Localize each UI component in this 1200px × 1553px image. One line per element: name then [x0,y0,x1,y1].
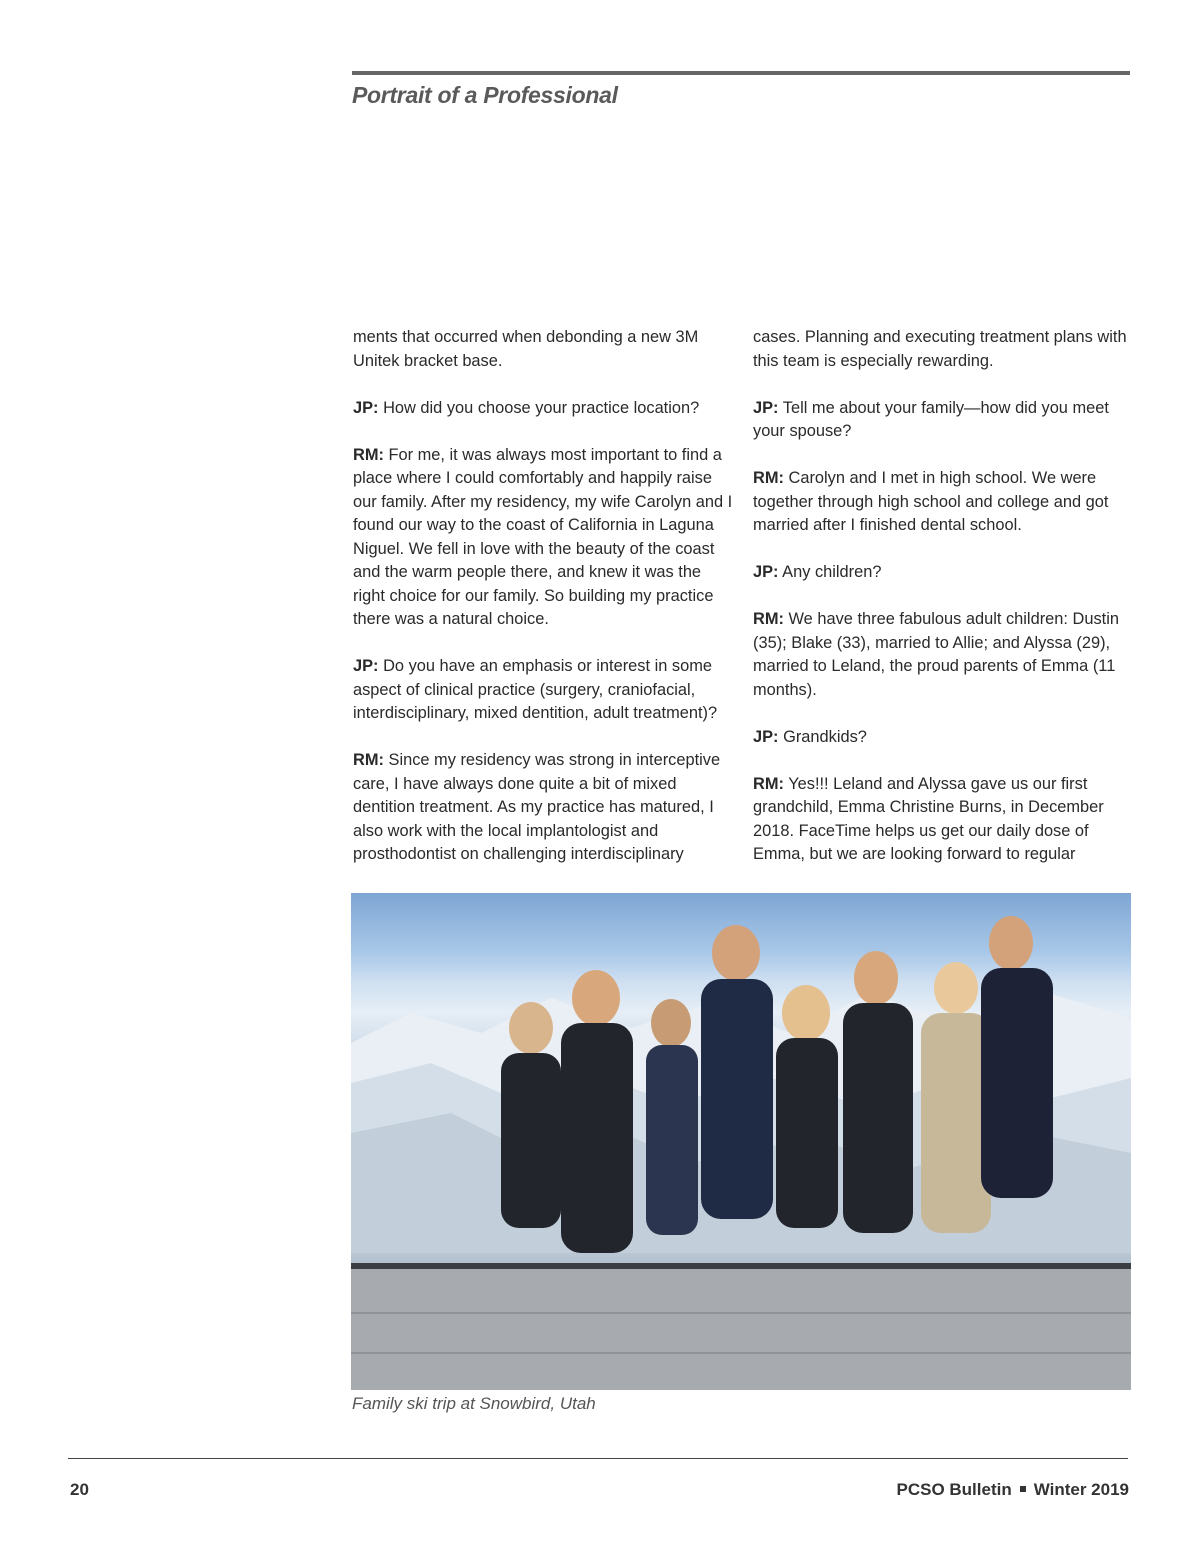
paragraph-text: Any children? [778,563,882,581]
paragraph-text: For me, it was always most important to find a place where I could comfortably and happily raise our family. After my residency, my wife Carolyn and I found our way to the coast of California in Laguna Niguel. We fell in love with the beauty of the coast and the warm people there, and knew it was the right choice for our family. So building my practice there was a natural choice. [353,445,733,628]
paragraph-text: Yes!!! Leland and Alyssa gave us our first grandchild, Emma Christine Burns, in December 2018. FaceTime helps us get our daily dose of Emma, but we are looking forward to regular [753,774,1104,863]
paragraph [353,749,733,867]
right-text-column [753,326,1133,890]
paragraph-text: Do you have an emphasis or interest in some aspect of clinical practice (surgery, craniofacial, interdisciplinary, mixed dentition, adult treatment)? [353,657,718,722]
family-photo [351,893,1131,1390]
paragraph [753,773,1133,867]
paragraph [353,397,733,421]
family-photo-illustration [351,893,1131,1390]
footer-rule [68,1458,1128,1459]
page-number: 20 [70,1480,89,1499]
speaker-label: JP: [753,563,779,581]
footer-publication-info [896,1480,1129,1500]
paragraph-text: Since my residency was strong in interceptive care, I have always done quite a bit of mixed dentition treatment. As my practice has matured, I also work with the local implantologist and prosthodontist on challenging interdisciplinary [353,751,721,863]
section-title: Portrait of a Professional [352,82,618,108]
paragraph [353,655,733,726]
paragraph [753,726,1133,750]
paragraph-text: ments that occurred when debonding a new 3M Unitek bracket base. [353,328,699,370]
paragraph [753,467,1133,538]
left-text-column [353,326,733,890]
speaker-label: RM: [753,469,784,487]
paragraph-text: How did you choose your practice location? [378,398,700,417]
paragraph [353,444,733,632]
paragraph [753,326,1133,373]
speaker-label: JP: [753,398,779,417]
speaker-label: JP: [353,398,379,417]
paragraph-text: cases. Planning and executing treatment plans with this team is especially rewarding. [753,328,1127,370]
speaker-label: RM: [753,774,784,793]
paragraph-text: Grandkids? [778,727,867,746]
paragraph [353,326,733,373]
issue-date: Winter 2019 [1033,1480,1129,1499]
header-rule [352,71,1130,75]
publication-name: PCSO Bulletin [896,1480,1012,1499]
speaker-label: JP: [753,727,779,746]
paragraph-text: We have three fabulous adult children: Dustin (35); Blake (33), married to Allie; and Alyssa (29), married to Leland, the proud parents of Emma (11 months). [753,610,1119,699]
paragraph [753,608,1133,702]
photo-caption: Family ski trip at Snowbird, Utah [352,1394,596,1413]
paragraph [753,397,1133,444]
paragraph [753,561,1133,585]
paragraph-text: Tell me about your family—how did you meet your spouse? [753,398,1109,440]
speaker-label: RM: [353,751,384,769]
paragraph-text: Carolyn and I met in high school. We were together through high school and college and got married after I finished dental school. [753,469,1109,534]
speaker-label: JP: [353,657,379,675]
square-bullet-icon [1020,1486,1026,1492]
speaker-label: RM: [753,610,784,628]
speaker-label: RM: [353,445,384,464]
